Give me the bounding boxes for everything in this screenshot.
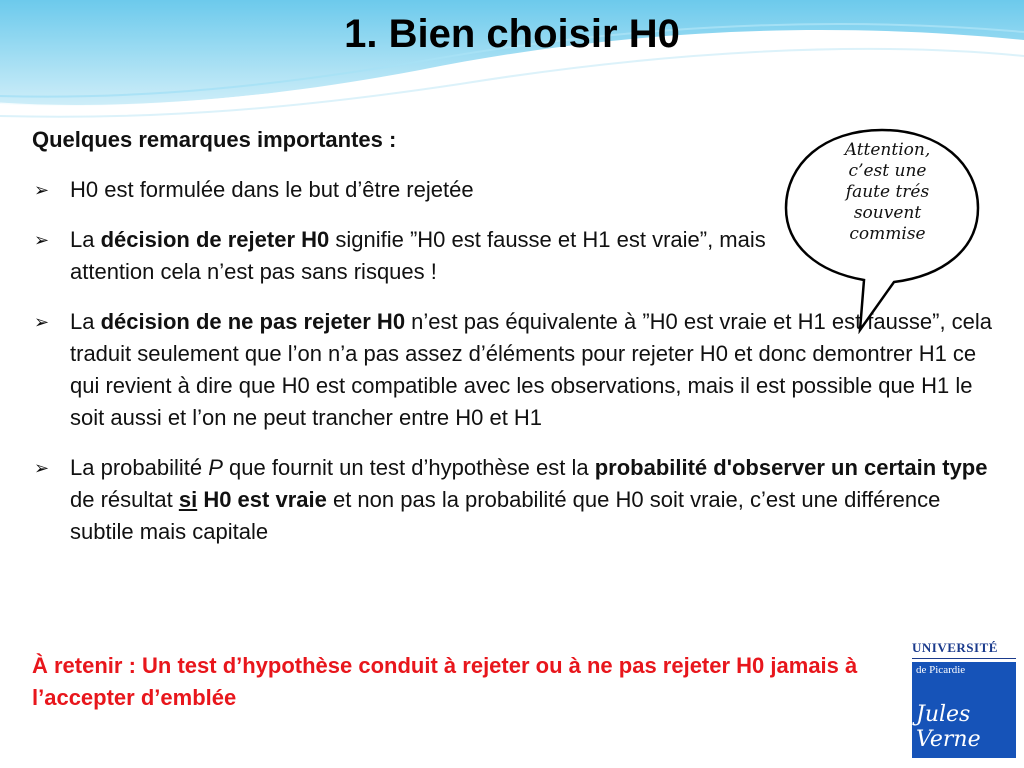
bubble-line-2: c’est une — [848, 161, 927, 181]
bullet-4-bold-b: H0 est vraie — [197, 487, 327, 512]
bubble-line-4: souvent — [853, 203, 922, 223]
bullet-2-text-a: La — [70, 227, 101, 252]
section-subtitle: Quelques remarques importantes : — [32, 127, 397, 152]
bullet-item-4 — [32, 452, 994, 548]
arrow-bullet-icon: ➢ — [34, 458, 50, 478]
logo-box — [912, 662, 1016, 758]
bubble-line-5: commise — [849, 224, 926, 244]
logo-signature: Jules Verne — [916, 702, 981, 752]
logo-title: UNIVERSITÉ — [912, 640, 998, 655]
bullet-4-text-c: de résultat — [70, 487, 179, 512]
bubble-line-3: faute trés — [845, 182, 930, 202]
logo-divider — [912, 658, 1016, 659]
university-logo — [912, 640, 1016, 758]
arrow-bullet-icon: ➢ — [34, 312, 50, 332]
logo-subtitle: de Picardie — [916, 664, 966, 676]
bubble-line-1: Attention, — [844, 140, 931, 160]
bullet-4-text-d: et non pas la probabilité que H0 soit vraie, c’est une différence subtile mais capitale — [70, 487, 941, 544]
bullet-4-italic-p: P — [208, 455, 223, 480]
bullet-3-text-b: n’est pas équivalente à ”H0 est vraie et H1 est fausse”, cela traduit seulement que l’on n’a pas assez d’éléments pour rejeter H0 et donc demontrer H1 ce qui revient à dire que H0 est compatible avec les observations, mais il est possible que H1 le soit aussi et l’on ne peut trancher entre H0 et H1 — [70, 309, 993, 430]
bullet-2-bold: décision de rejeter H0 — [100, 227, 330, 252]
bullet-3-text-a: La — [70, 309, 101, 334]
bullet-4-text-b: que fournit un test d’hypothèse est la — [222, 455, 595, 480]
arrow-bullet-icon: ➢ — [34, 180, 50, 200]
bullet-item-2 — [32, 224, 810, 288]
speech-bubble-text — [815, 140, 960, 245]
bullet-1-text: H0 est formulée dans le but d’être rejetée — [70, 177, 474, 202]
bullet-3-bold: décision de ne pas rejeter H0 — [100, 309, 406, 334]
page-title: 1. Bien choisir H0 — [344, 12, 680, 56]
arrow-bullet-icon: ➢ — [34, 230, 50, 250]
retenir-note: À retenir : Un test d’hypothèse conduit à rejeter ou à ne pas rejeter H0 jamais à l’accepter d’emblée — [32, 653, 858, 710]
bullet-4-bold-si: si — [178, 487, 198, 512]
bullet-4-bold-a: probabilité d'observer un certain type — [594, 455, 988, 480]
bullet-4-text-a: La probabilité — [70, 455, 209, 480]
bullet-2-text-b: signifie ”H0 est fausse et H1 est vraie”, mais attention cela n’est pas sans risques ! — [70, 227, 766, 284]
